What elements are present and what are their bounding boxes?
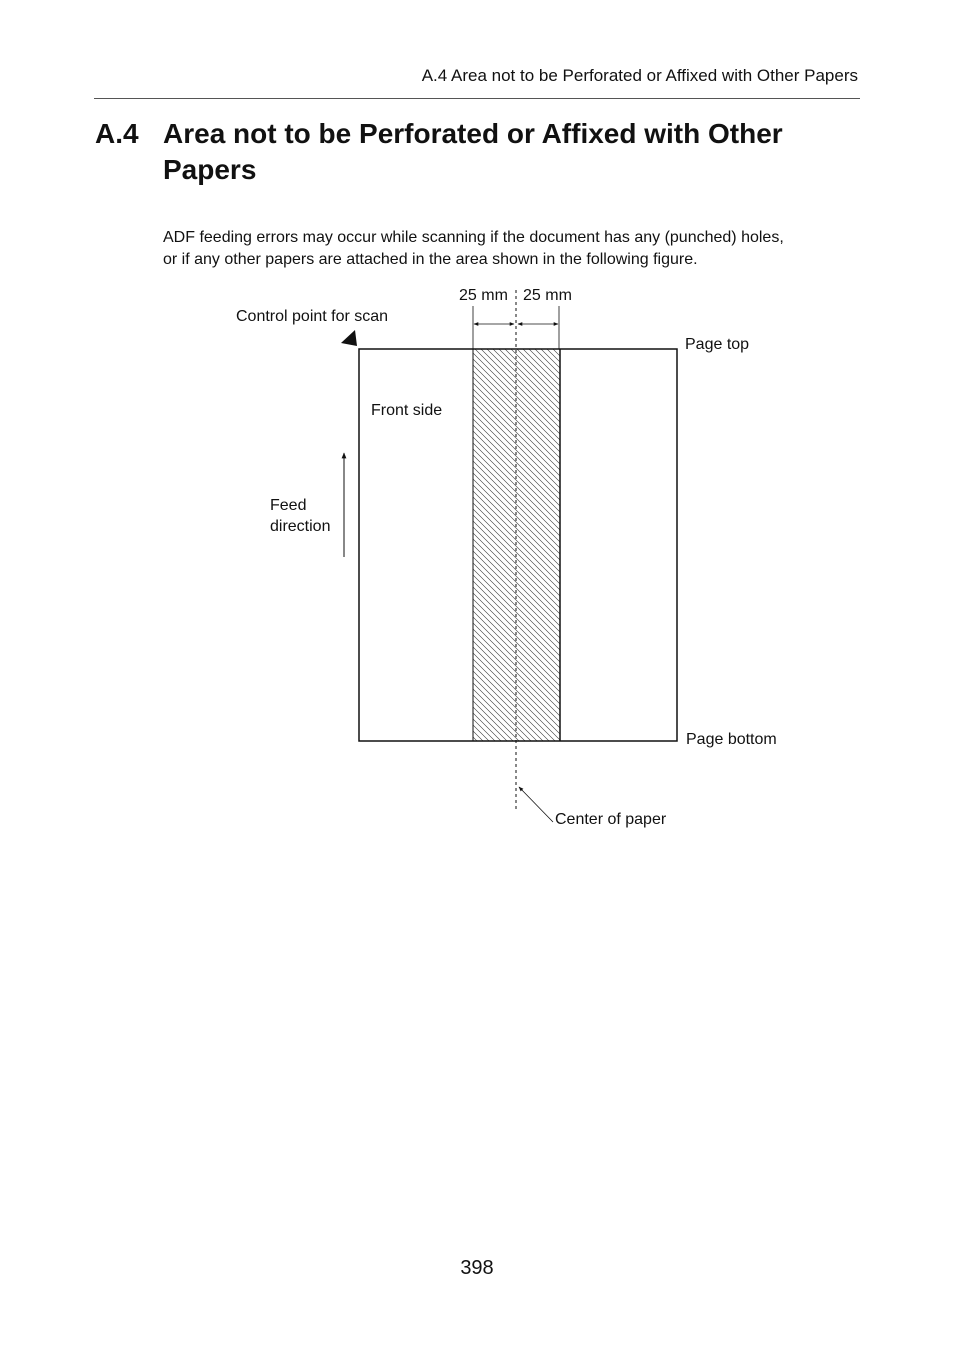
feed-direction-label-line2: direction: [270, 518, 331, 535]
control-point-label: Control point for scan: [236, 308, 389, 325]
center-leader-line: [519, 787, 553, 822]
feed-direction-label-line1: Feed: [270, 497, 307, 514]
dimension-label-left: 25 mm: [459, 287, 508, 304]
dimension-label-right: 25 mm: [523, 287, 572, 304]
body-line-2: or if any other papers are attached in the area shown in the following figure.: [163, 251, 698, 268]
body-line-1: ADF feeding errors may occur while scanning if the document has any (punched) holes,: [163, 229, 784, 246]
section-title: Area not to be Perforated or Affixed with Other Papers: [163, 118, 783, 185]
control-point-marker: [341, 330, 357, 346]
restricted-area-right: [516, 349, 560, 741]
page-top-label: Page top: [685, 336, 750, 353]
page-bottom-label: Page bottom: [686, 731, 777, 748]
restricted-area-left: [473, 349, 516, 741]
center-of-paper-label: Center of paper: [555, 811, 667, 828]
running-header: A.4 Area not to be Perforated or Affixed with Other Papers: [421, 66, 858, 85]
page-number: 398: [460, 1257, 494, 1279]
section-number: A.4: [95, 118, 139, 149]
front-side-label: Front side: [371, 402, 443, 419]
